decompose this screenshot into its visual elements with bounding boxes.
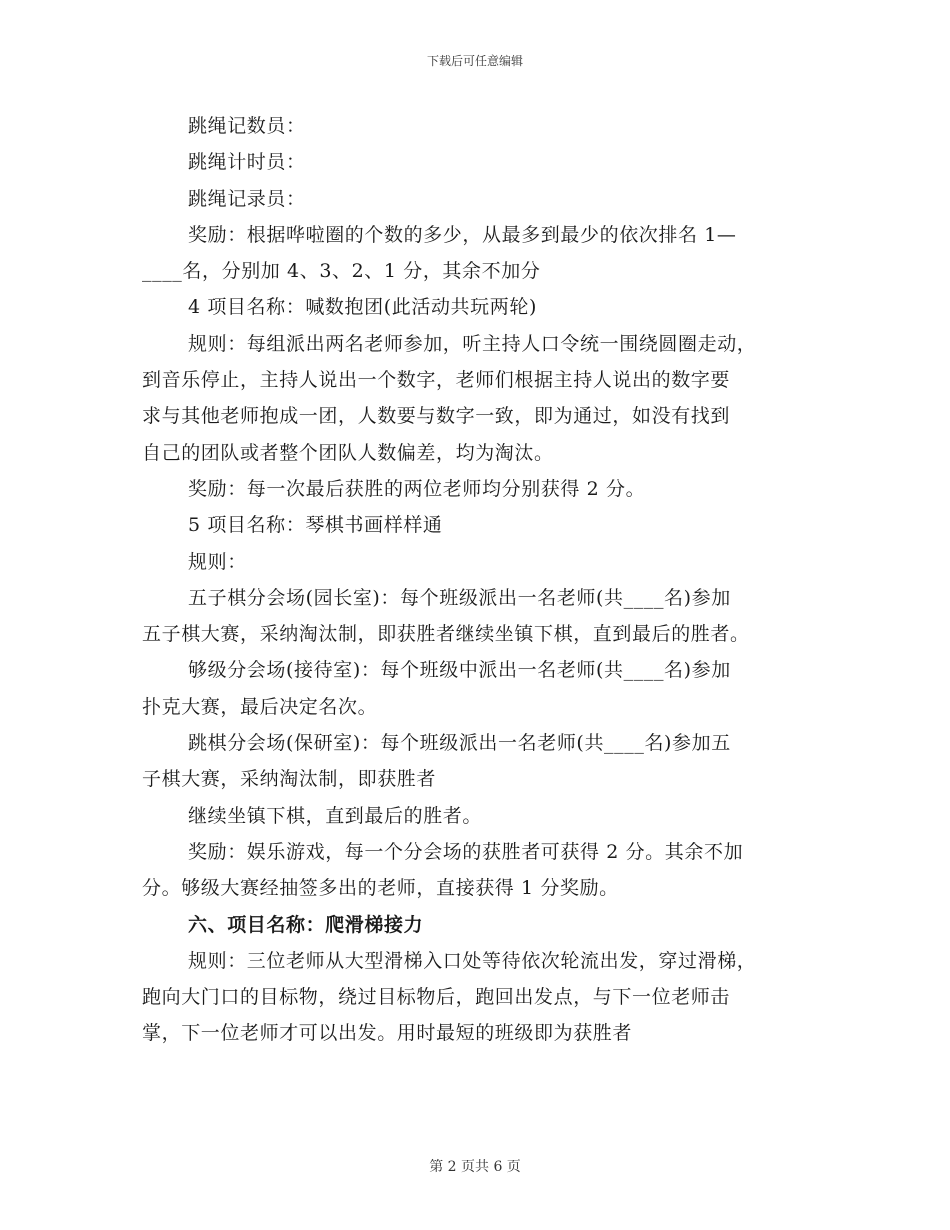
text-line: 规则：三位老师从大型滑梯入口处等待依次轮流出发，穿过滑梯， — [188, 949, 757, 972]
text-line: 奖励：根据哗啦圈的个数的多少，从最多到最少的依次排名 1— — [188, 223, 737, 246]
text-line: 跳棋分会场(保研室)：每个班级派出一名老师(共____名)参加五 — [188, 732, 731, 755]
text-line: 继续坐镇下棋，直到最后的胜者。 — [188, 804, 483, 827]
text-line: 奖励：每一次最后获胜的两位老师均分别获得 2 分。 — [188, 477, 646, 500]
text-line: 跳绳记录员： — [188, 187, 306, 210]
text-line: 跳绳记数员： — [188, 115, 306, 137]
text-line: 自己的团队或者整个团队人数偏差，均为淘汰。 — [142, 441, 554, 464]
text-line: 跑向大门口的目标物，绕过目标物后，跑回出发点，与下一位老师击 — [142, 986, 731, 1009]
text-line: 子棋大赛，采纳淘汰制，即获胜者 — [142, 768, 437, 791]
text-line: 规则：每组派出两名老师参加，听主持人口令统一围绕圆圈走动， — [188, 332, 757, 355]
text-line: 五子棋大赛，采纳淘汰制，即获胜者继续坐镇下棋，直到最后的胜者。 — [142, 623, 750, 646]
text-line: 4 项目名称：喊数抱团(此活动共玩两轮) — [188, 296, 537, 319]
text-line: 五子棋分会场(园长室)：每个班级派出一名老师(共____名)参加 — [188, 586, 731, 609]
text-line: 够级分会场(接待室)：每个班级中派出一名老师(共____名)参加 — [188, 659, 731, 682]
text-line: 掌，下一位老师才可以出发。用时最短的班级即为获胜者 — [142, 1022, 633, 1045]
text-line: 奖励：娱乐游戏，每一个分会场的获胜者可获得 2 分。其余不加 — [188, 840, 744, 863]
text-line: 分。够级大赛经抽签多出的老师，直接获得 1 分奖励。 — [142, 877, 619, 900]
text-line: 跳绳计时员： — [188, 151, 306, 174]
document-body — [142, 108, 812, 1052]
text-line: 5 项目名称：琴棋书画样样通 — [188, 514, 443, 537]
text-line: ____名，分别加 4、3、2、1 分，其余不加分 — [142, 260, 541, 283]
page-footer: 第 2 页共 6 页 — [429, 1159, 521, 1175]
text-line: 到音乐停止，主持人说出一个数字，老师们根据主持人说出的数字要 — [142, 369, 731, 392]
section-heading: 六、项目名称：爬滑梯接力 — [188, 913, 424, 936]
text-line: 求与其他老师抱成一团，人数要与数字一致，即为通过，如没有找到 — [142, 405, 731, 428]
text-line: 规则： — [188, 550, 247, 573]
text-line: 扑克大赛，最后决定名次。 — [142, 695, 378, 718]
page-header: 下载后可任意编辑 — [426, 54, 523, 68]
